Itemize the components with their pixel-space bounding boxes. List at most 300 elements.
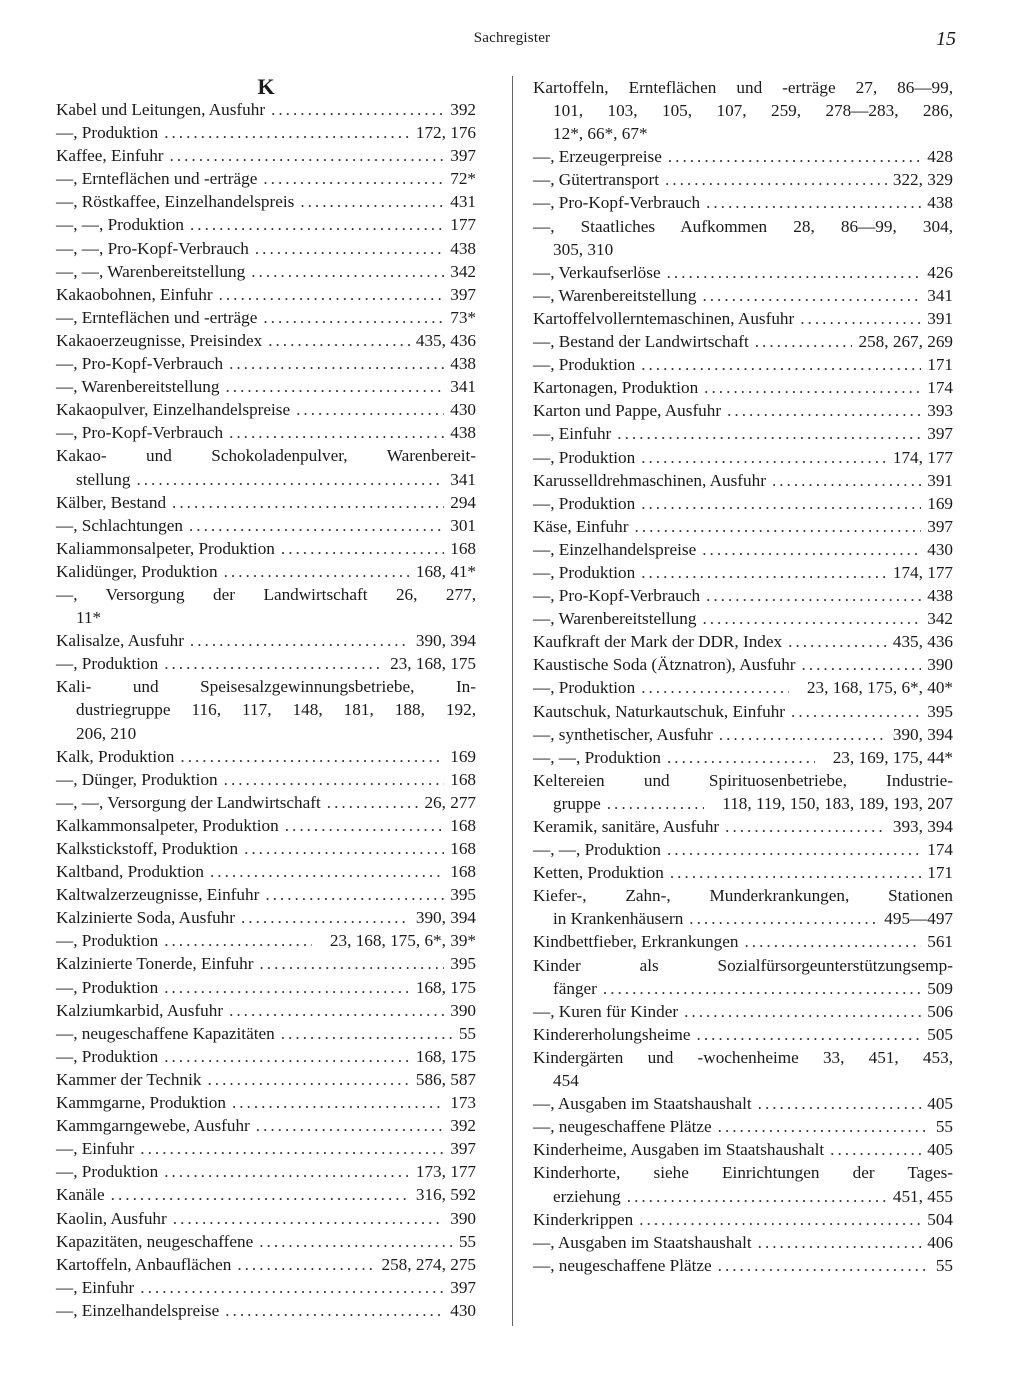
entry-term: Kalidünger, Produktion (56, 561, 218, 581)
index-entry (533, 1231, 953, 1254)
entry-term: —, Produktion (533, 447, 636, 467)
leader-dots (190, 629, 410, 652)
index-entry (56, 1045, 476, 1068)
entry-term: Kabel und Leitungen, Ausfuhr (56, 100, 266, 119)
index-entry (56, 837, 476, 860)
leader-dots (327, 791, 419, 814)
running-head-title: Sachregister (473, 30, 551, 46)
index-entry (56, 237, 476, 260)
entry-pages: 322, 329 (892, 170, 953, 190)
entry-term: —, —, Produktion (533, 840, 661, 860)
leader-dots (259, 1230, 453, 1253)
entry-pages: 169 (450, 746, 476, 766)
index-entry (56, 421, 476, 444)
entry-pages: 397 (927, 516, 953, 536)
index-entry (56, 1160, 476, 1183)
leader-dots (164, 1045, 410, 1068)
index-entry (533, 446, 953, 469)
leader-dots (224, 768, 445, 791)
leader-dots (800, 307, 921, 330)
entry-pages: 168, 175 (415, 977, 476, 997)
index-entry (533, 838, 953, 861)
leader-dots (164, 1160, 410, 1183)
leader-dots (256, 1114, 444, 1137)
entry-term: —, —, Versorgung der Landwirtschaft (56, 792, 321, 812)
index-entry (533, 1185, 953, 1208)
entry-term: Kalisalze, Ausfuhr (56, 631, 184, 651)
index-entry (56, 1207, 476, 1230)
entry-pages: 390, 394 (415, 631, 476, 651)
index-entry (56, 1230, 476, 1253)
entry-term: —, neugeschaffene Kapazitäten (56, 1023, 275, 1043)
entry-term: —, —, Warenbereitstellung (56, 261, 246, 281)
entry-pages: 390 (450, 1208, 476, 1228)
index-entry (533, 907, 953, 930)
leader-dots (706, 584, 921, 607)
index-entry (56, 1137, 476, 1160)
entry-pages: 395 (927, 701, 953, 721)
index-entry (56, 1091, 476, 1114)
leader-dots (607, 792, 705, 815)
index-entry-line: Kartoffeln, Ernteflächen und -erträge 27, 86—99, (533, 78, 953, 97)
index-entry (56, 629, 476, 652)
index-entry-line: Keltereien und Spirituosenbetriebe, Industrie- (533, 770, 953, 790)
leader-dots (719, 723, 887, 746)
entry-pages: 26, 277 (424, 792, 476, 812)
leader-dots (229, 999, 444, 1022)
entry-term: —, Ausgaben im Staatshaushalt (533, 1094, 752, 1114)
leader-dots (667, 261, 922, 284)
entry-term: Kaustische Soda (Ätznatron), Ausfuhr (533, 655, 796, 675)
leader-dots (263, 306, 444, 329)
entry-pages: 438 (927, 193, 953, 213)
entry-pages: 55 (458, 1023, 476, 1043)
leader-dots (667, 746, 815, 769)
leader-dots (758, 1092, 922, 1115)
index-entry (56, 375, 476, 398)
entry-term: Kaufkraft der Mark der DDR, Index (533, 632, 783, 652)
leader-dots (260, 952, 445, 975)
leader-dots (189, 514, 444, 537)
index-entry (56, 976, 476, 999)
entry-term: erziehung (553, 1186, 621, 1206)
index-entry (56, 929, 476, 952)
entry-term: Kalkstickstoff, Produktion (56, 839, 239, 858)
leader-dots (140, 1276, 444, 1299)
entry-term: Kälber, Bestand (56, 492, 167, 512)
entry-pages: 168 (450, 769, 476, 789)
entry-pages: 171 (927, 355, 953, 375)
leader-dots (791, 700, 921, 723)
index-entry (56, 1183, 476, 1206)
entry-pages: 174, 177 (892, 447, 953, 467)
entry-pages: 55 (458, 1231, 476, 1251)
leader-dots (668, 145, 921, 168)
leader-dots (634, 515, 921, 538)
leader-dots (627, 1185, 887, 1208)
entry-term: Kautschuk, Naturkautschuk, Einfuhr (533, 701, 786, 721)
entry-term: —, Ernteflächen und -erträge (56, 169, 258, 189)
index-entry-line: Kali- und Speisesalzgewinnungsbetriebe, In- (56, 677, 476, 697)
leader-dots (244, 837, 444, 860)
entry-term: Karton und Pappe, Ausfuhr (533, 401, 722, 421)
entry-pages: 395 (450, 885, 476, 905)
leader-dots (641, 446, 887, 469)
index-entry (56, 652, 476, 675)
entry-term: Kakaopulver, Einzelhandelspreise (56, 400, 291, 420)
leader-dots (281, 1022, 453, 1045)
entry-pages: 168, 175 (415, 1046, 476, 1066)
entry-term: —, Gütertransport (533, 170, 660, 190)
entry-pages: 72* (450, 169, 476, 189)
entry-pages: 438 (450, 423, 476, 443)
leader-dots (697, 1023, 922, 1046)
entry-term: —, Produktion (56, 1162, 159, 1182)
entry-pages: 435, 436 (892, 632, 953, 652)
entry-pages: 174, 177 (892, 562, 953, 582)
index-entry (56, 260, 476, 283)
index-entry (56, 283, 476, 306)
leader-dots (271, 98, 444, 121)
entry-pages: 430 (450, 400, 476, 420)
index-entry-line: —, Versorgung der Landwirtschaft 26, 277, (56, 584, 476, 604)
index-entry (533, 284, 953, 307)
entry-term: Kinderheime, Ausgaben im Staatshaushalt (533, 1140, 825, 1160)
leader-dots (140, 1137, 444, 1160)
index-entry-line: 305, 310 (553, 239, 614, 259)
leader-dots (641, 561, 887, 584)
index-entry-line: Kinderhorte, siehe Einrichtungen der Tages- (533, 1163, 953, 1183)
index-entry-line: Kindergärten und -wochenheime 33, 451, 453, (533, 1047, 953, 1067)
entry-term: Kindbettfieber, Erkrankungen (533, 932, 739, 952)
index-entry (533, 1138, 953, 1161)
entry-term: —, Produktion (56, 123, 159, 143)
leader-dots (802, 653, 922, 676)
entry-term: Kinderkrippen (533, 1209, 634, 1229)
entry-term: Kaltwalzerzeugnisse, Einfuhr (56, 885, 260, 905)
index-entry (56, 952, 476, 975)
entry-pages: 55 (935, 1255, 953, 1275)
index-entry (56, 190, 476, 213)
entry-pages: 316, 592 (415, 1185, 476, 1205)
entry-term: stellung (76, 469, 131, 489)
column-divider (512, 76, 513, 1326)
index-entry (533, 330, 953, 353)
entry-term: —, Einfuhr (56, 1277, 135, 1297)
entry-pages: 395 (450, 954, 476, 974)
index-entry (56, 791, 476, 814)
entry-pages: 438 (927, 586, 953, 606)
leader-dots (830, 1138, 921, 1161)
index-entry (533, 1023, 953, 1046)
entry-term: —, Ausgaben im Staatshaushalt (533, 1232, 752, 1252)
leader-dots (255, 237, 444, 260)
index-entry (56, 537, 476, 560)
entry-pages: 509 (927, 978, 953, 998)
index-entry-line: 454 (553, 1071, 579, 1091)
entry-term: —, Pro-Kopf-Verbrauch (533, 193, 701, 213)
index-entry (533, 723, 953, 746)
entry-pages: 173 (450, 1093, 476, 1113)
entry-term: —, Röstkaffee, Einzelhandelspreis (56, 192, 295, 212)
entry-term: Kapazitäten, neugeschaffene (56, 1231, 254, 1251)
entry-pages: 168, 41* (415, 561, 476, 581)
index-entry (56, 514, 476, 537)
entry-term: Kammer der Technik (56, 1069, 202, 1089)
entry-pages: 390 (927, 655, 953, 675)
index-entry (533, 469, 953, 492)
leader-dots (727, 399, 921, 422)
index-entry (56, 814, 476, 837)
entry-term: —, Einzelhandelspreise (56, 1300, 220, 1320)
index-entry-line: 11* (76, 608, 102, 628)
leader-dots (689, 907, 878, 930)
entry-term: Kartoffelvollerntemaschinen, Ausfuhr (533, 308, 795, 328)
index-entry (56, 491, 476, 514)
index-entry (533, 1092, 953, 1115)
index-entry-line: Kakao- und Schokoladenpulver, Warenbereit- (56, 446, 476, 466)
entry-pages: 55 (935, 1117, 953, 1137)
index-entry (533, 861, 953, 884)
entry-term: —, Pro-Kopf-Verbrauch (56, 423, 224, 443)
entry-pages: 451, 455 (892, 1186, 953, 1206)
leader-dots (237, 1253, 375, 1276)
index-entry (56, 768, 476, 791)
entry-term: —, neugeschaffene Plätze (533, 1117, 712, 1137)
leader-dots (281, 537, 444, 560)
leader-dots (603, 977, 921, 1000)
index-entry-line: —, Staatliches Aufkommen 28, 86—99, 304, (533, 216, 953, 236)
entry-term: —, Produktion (533, 493, 636, 513)
entry-term: Kaltband, Produktion (56, 862, 204, 882)
entry-pages: 405 (927, 1094, 953, 1114)
entry-pages: 341 (450, 377, 476, 397)
entry-pages: 431 (450, 192, 476, 212)
entry-term: Kalzinierte Tonerde, Einfuhr (56, 954, 254, 974)
entry-term: Kammgarne, Produktion (56, 1093, 226, 1113)
index-column-left (56, 76, 476, 1322)
leader-dots (190, 213, 444, 236)
leader-dots (136, 468, 444, 491)
entry-term: Kartoffeln, Anbauflächen (56, 1254, 232, 1274)
index-entry (56, 398, 476, 421)
index-entry (533, 607, 953, 630)
entry-term: Kanäle (56, 1185, 105, 1205)
leader-dots (667, 838, 921, 861)
entry-pages: 391 (927, 470, 953, 490)
leader-dots (229, 421, 444, 444)
entry-term: —, Kuren für Kinder (533, 1001, 679, 1021)
index-entry (533, 399, 953, 422)
entry-pages: 405 (927, 1140, 953, 1160)
leader-dots (111, 1183, 410, 1206)
page-number: 15 (936, 28, 956, 50)
entry-pages: 173, 177 (415, 1162, 476, 1182)
entry-term: gruppe (553, 793, 601, 813)
index-entry (56, 121, 476, 144)
leader-dots (670, 861, 921, 884)
entry-pages: 301 (450, 515, 476, 535)
leader-dots (164, 121, 410, 144)
leader-dots (164, 976, 410, 999)
leader-dots (641, 492, 921, 515)
leader-dots (207, 1068, 409, 1091)
index-entry (533, 307, 953, 330)
index-entry (56, 883, 476, 906)
entry-pages: 392 (450, 100, 476, 119)
entry-term: —, Warenbereitstellung (533, 609, 697, 629)
entry-term: Ketten, Produktion (533, 863, 664, 883)
leader-dots (296, 398, 444, 421)
index-entry (533, 930, 953, 953)
index-entry (533, 630, 953, 653)
entry-term: —, neugeschaffene Plätze (533, 1255, 712, 1275)
leader-dots (251, 260, 444, 283)
entry-pages: 406 (927, 1232, 953, 1252)
entry-term: Kalkammonsalpeter, Produktion (56, 815, 279, 835)
entry-pages: 561 (927, 932, 953, 952)
index-entry-line: 206, 210 (76, 723, 137, 743)
index-entry (56, 1114, 476, 1137)
index-entry (533, 584, 953, 607)
leader-dots (684, 1000, 921, 1023)
entry-pages: 171 (927, 863, 953, 883)
entry-pages: 495—497 (884, 909, 953, 929)
leader-dots (665, 168, 887, 191)
index-entry (533, 700, 953, 723)
index-entry (533, 676, 953, 699)
leader-dots (639, 1208, 921, 1231)
index-entry (533, 145, 953, 168)
entry-pages: 23, 169, 175, 44* (832, 747, 953, 767)
entry-pages: 23, 168, 175, 6*, 39* (329, 931, 476, 951)
entry-term: Kaolin, Ausfuhr (56, 1208, 167, 1228)
entry-pages: 438 (450, 238, 476, 258)
running-head (0, 30, 1024, 52)
leader-dots (617, 422, 921, 445)
entry-term: Kalziumkarbid, Ausfuhr (56, 1000, 224, 1020)
entry-term: —, Produktion (56, 654, 159, 674)
leader-dots (706, 191, 921, 214)
entry-pages: 426 (927, 262, 953, 282)
entry-pages: 393, 394 (892, 817, 953, 836)
entry-pages: 341 (450, 469, 476, 489)
entry-term: Kammgarngewebe, Ausfuhr (56, 1116, 250, 1136)
leader-dots (788, 630, 887, 653)
entry-pages: 397 (450, 146, 476, 166)
entry-pages: 168 (450, 839, 476, 858)
entry-pages: 342 (450, 261, 476, 281)
leader-dots (210, 860, 444, 883)
entry-term: —, Pro-Kopf-Verbrauch (56, 354, 224, 374)
index-entry (533, 977, 953, 1000)
entry-pages: 168 (450, 815, 476, 835)
entry-term: —, Produktion (56, 1046, 159, 1066)
leader-dots (745, 930, 922, 953)
leader-dots (224, 560, 410, 583)
entry-term: —, Produktion (56, 977, 159, 997)
entry-term: —, Produktion (533, 562, 636, 582)
leader-dots (300, 190, 444, 213)
index-entry (533, 515, 953, 538)
index-entry (56, 98, 476, 121)
index-entry-line: Kinder als Sozialfürsorgeunterstützungsemp- (533, 955, 953, 975)
entry-pages: 390, 394 (892, 724, 953, 744)
entry-pages: 390, 394 (415, 908, 476, 928)
entry-term: —, Dünger, Produktion (56, 769, 218, 789)
entry-term: Kalk, Produktion (56, 746, 175, 766)
index-entry-line: Kiefer-, Zahn-, Munderkrankungen, Stationen (533, 886, 953, 906)
entry-term: —, —, Produktion (56, 215, 184, 235)
entry-pages: 397 (450, 284, 476, 304)
entry-term: Kalzinierte Soda, Ausfuhr (56, 908, 235, 928)
leader-dots (219, 283, 445, 306)
entry-term: —, Warenbereitstellung (533, 285, 697, 305)
section-letter: K (257, 74, 275, 99)
index-entry (56, 560, 476, 583)
leader-dots (241, 906, 410, 929)
entry-pages: 258, 267, 269 (858, 332, 953, 352)
leader-dots (172, 491, 444, 514)
index-entry (533, 191, 953, 214)
entry-term: Kartonagen, Produktion (533, 378, 699, 398)
entry-term: Kaliammonsalpeter, Produktion (56, 538, 275, 558)
index-entry (533, 168, 953, 191)
index-entry-line: 101, 103, 105, 107, 259, 278—283, 286, (553, 101, 953, 121)
entry-pages: 168 (450, 862, 476, 882)
index-entry (56, 1068, 476, 1091)
index-entry (56, 860, 476, 883)
index-entry (533, 422, 953, 445)
entry-pages: 428 (927, 147, 953, 167)
index-entry (56, 1022, 476, 1045)
index-entry (533, 1000, 953, 1023)
entry-pages: 430 (927, 539, 953, 559)
entry-term: —, —, Produktion (533, 747, 661, 767)
entry-term: —, Bestand der Landwirtschaft (533, 332, 749, 352)
entry-pages: 393 (927, 401, 953, 421)
entry-term: —, Pro-Kopf-Verbrauch (533, 586, 701, 606)
entry-pages: 504 (927, 1209, 953, 1229)
entry-term: Kakaobohnen, Einfuhr (56, 284, 213, 304)
entry-pages: 438 (450, 354, 476, 374)
leader-dots (758, 1231, 922, 1254)
leader-dots (263, 167, 444, 190)
index-entry (533, 538, 953, 561)
leader-dots (170, 144, 445, 167)
entry-term: Kakaoerzeugnisse, Preisindex (56, 330, 263, 350)
entry-pages: 174 (927, 378, 953, 398)
leader-dots (232, 1091, 444, 1114)
entry-pages: 169 (927, 493, 953, 513)
index-entry (56, 906, 476, 929)
index-entry (56, 999, 476, 1022)
leader-dots (718, 1115, 930, 1138)
leader-dots (173, 1207, 444, 1230)
entry-pages: 172, 176 (415, 123, 476, 143)
leader-dots (702, 538, 921, 561)
leader-dots (702, 607, 921, 630)
entry-pages: 391 (927, 308, 953, 328)
index-entry (533, 261, 953, 284)
index-entry (533, 376, 953, 399)
leader-dots (772, 469, 921, 492)
entry-pages: 258, 274, 275 (381, 1254, 476, 1274)
index-entry (56, 1253, 476, 1276)
entry-term: —, Produktion (56, 931, 159, 951)
leader-dots (718, 1254, 930, 1277)
index-entry-line: 12*, 66*, 67* (553, 124, 648, 144)
